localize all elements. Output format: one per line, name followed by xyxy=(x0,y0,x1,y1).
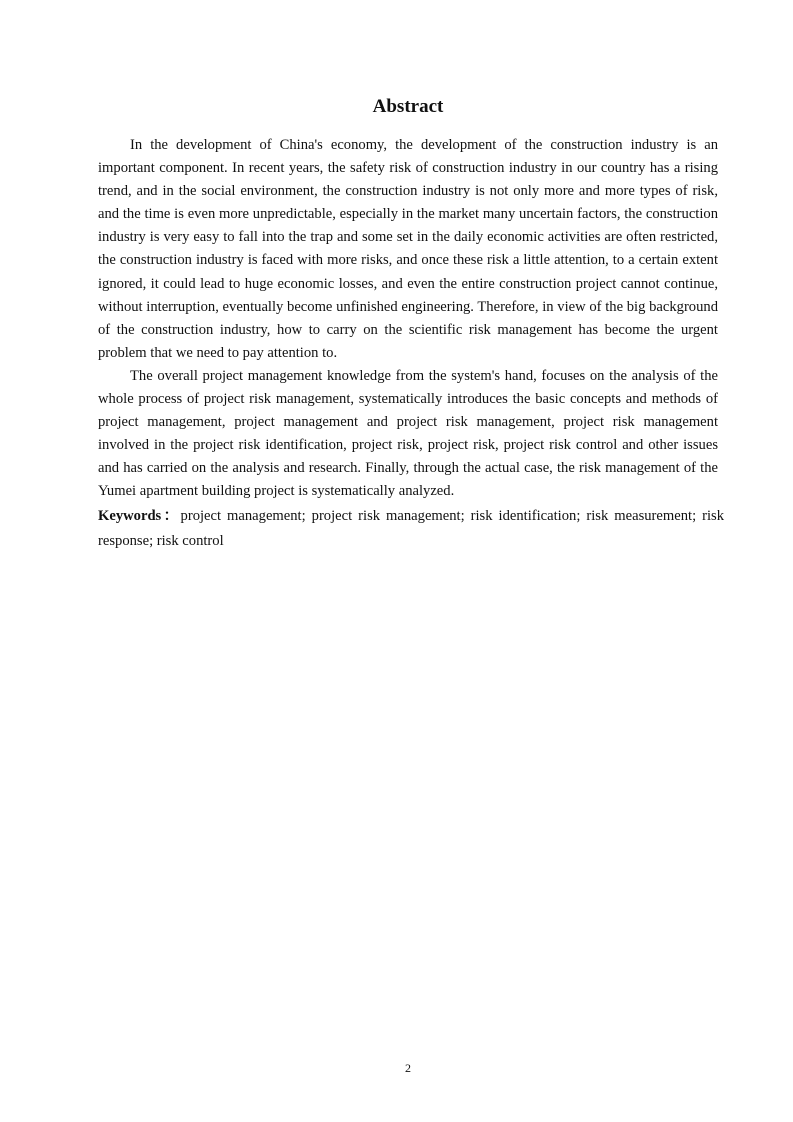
page-number: 2 xyxy=(405,1061,411,1075)
keywords-line xyxy=(98,504,724,554)
keywords-text: project management; project risk management; risk identification; risk measurement; risk response; risk control xyxy=(98,507,724,549)
abstract-title: Abstract xyxy=(372,96,444,117)
abstract-body xyxy=(98,134,724,554)
abstract-paragraph-1: In the development of China's economy, the development of the construction industry is an important component. In recent years, the safety risk of construction industry in our country has a rising trend, and in the social environment, the construction industry is not only more and more types of risk, and the time is even more unpredictable, especially in the market many uncertain factors, the construction industry is very easy to fall into the trap and some set in the daily economic activities are often restricted, the construction industry is faced with more risks, and once these risk a little attention, to a certain extent ignored, it could lead to huge economic losses, and even the entire construction project cannot continue, without interruption, eventually become unfinished engineering. Therefore, in view of the big background of the construction industry, how to carry on the scientific risk management has become the urgent problem that we need to pay attention to. xyxy=(98,137,718,361)
abstract-paragraph-2: The overall project management knowledge from the system's hand, focuses on the analysis of the whole process of project risk management, systematically introduces the basic concepts and methods of project management, project management and project risk management, project risk management involved in the project risk identification, project risk, project risk, project risk control and other issues and has carried on the analysis and research. Finally, through the actual case, the risk management of the Yumei apartment building project is systematically analyzed. xyxy=(98,367,718,500)
keywords-label: Keywords： xyxy=(98,507,181,524)
